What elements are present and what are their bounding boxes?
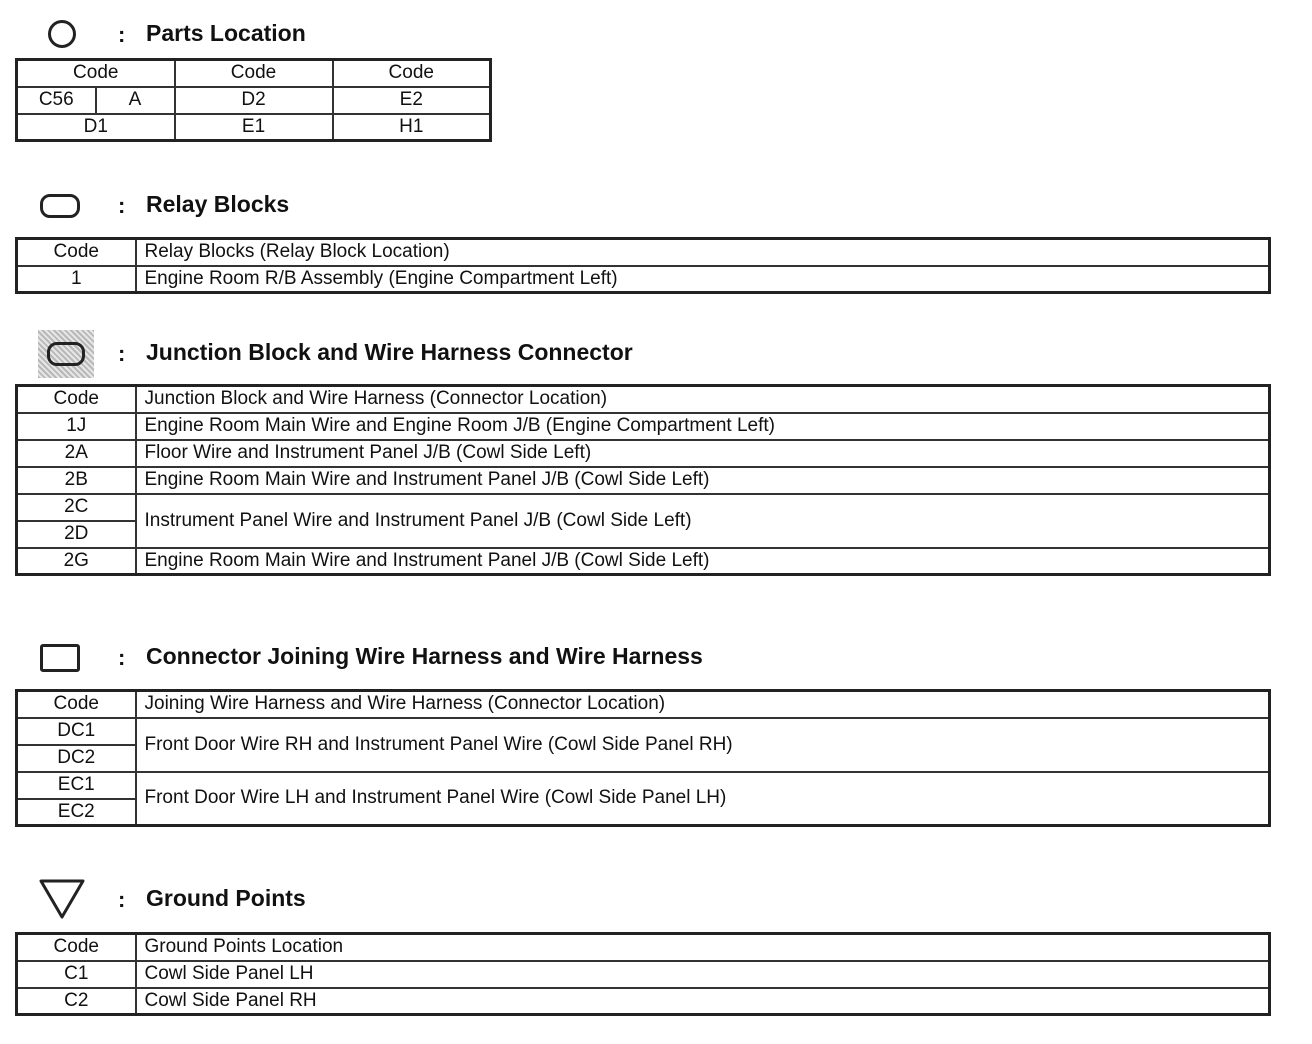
header-cell: Junction Block and Wire Harness (Connector Location) [136, 386, 1270, 413]
header-cell: Code [17, 386, 136, 413]
table-row [17, 413, 1270, 440]
code-cell: 1J [17, 413, 136, 440]
header-cell: Ground Points Location [136, 934, 1270, 961]
table-header-row [17, 386, 1270, 413]
relay-block-symbol-icon [40, 194, 80, 218]
location-cell: Floor Wire and Instrument Panel J/B (Cowl Side Left) [136, 440, 1270, 467]
location-cell: Front Door Wire LH and Instrument Panel Wire (Cowl Side Panel LH) [136, 772, 1270, 826]
code-cell: D2 [175, 87, 333, 114]
ground-points-colon: : [118, 887, 126, 912]
table-row [17, 87, 491, 114]
location-cell: Cowl Side Panel RH [136, 988, 1270, 1015]
ground-points-header [0, 878, 700, 922]
code-cell: 2C [17, 494, 136, 521]
relay-blocks-header [0, 186, 700, 226]
code-cell: EC1 [17, 772, 136, 799]
code-cell: 1 [17, 266, 136, 293]
table-row [17, 494, 1270, 521]
ground-triangle-icon [38, 878, 86, 920]
location-cell: Front Door Wire RH and Instrument Panel Wire (Cowl Side Panel RH) [136, 718, 1270, 772]
relay-blocks-colon: : [118, 193, 126, 218]
code-cell: H1 [333, 114, 491, 141]
connector-joining-colon: : [118, 645, 126, 670]
table-header-row [17, 934, 1270, 961]
junction-block-table [15, 384, 1271, 576]
code-cell: E1 [175, 114, 333, 141]
code-cell: 2B [17, 467, 136, 494]
connector-symbol-icon [40, 644, 80, 672]
connector-joining-title: Connector Joining Wire Harness and Wire Harness [146, 643, 703, 669]
code-cell: EC2 [17, 799, 136, 826]
table-row [17, 548, 1270, 575]
table-row [17, 772, 1270, 799]
header-cell: Joining Wire Harness and Wire Harness (Connector Location) [136, 691, 1270, 718]
code-cell: A [96, 87, 175, 114]
code-cell: 2D [17, 521, 136, 548]
header-cell: Code [17, 60, 175, 87]
connector-joining-table [15, 689, 1271, 827]
location-cell: Cowl Side Panel LH [136, 961, 1270, 988]
table-header-row [17, 60, 491, 87]
junction-block-symbol-icon [38, 330, 94, 378]
code-cell: 2A [17, 440, 136, 467]
location-cell: Engine Room Main Wire and Instrument Panel J/B (Cowl Side Left) [136, 548, 1270, 575]
code-cell: DC1 [17, 718, 136, 745]
code-cell: 2G [17, 548, 136, 575]
table-row [17, 718, 1270, 745]
junction-block-symbol-inner [47, 342, 85, 366]
header-cell: Code [17, 691, 136, 718]
location-cell: Instrument Panel Wire and Instrument Panel J/B (Cowl Side Left) [136, 494, 1270, 548]
header-cell: Code [17, 239, 136, 266]
connector-joining-header [0, 638, 900, 678]
junction-block-title: Junction Block and Wire Harness Connector [146, 339, 633, 365]
code-cell: C1 [17, 961, 136, 988]
table-header-row [17, 691, 1270, 718]
circle-symbol-icon [48, 20, 76, 48]
ground-points-table [15, 932, 1271, 1016]
code-cell: C2 [17, 988, 136, 1015]
table-row [17, 988, 1270, 1015]
code-cell: DC2 [17, 745, 136, 772]
relay-blocks-table [15, 237, 1271, 294]
parts-location-header [0, 14, 700, 54]
location-cell: Engine Room Main Wire and Engine Room J/B (Engine Compartment Left) [136, 413, 1270, 440]
parts-location-table [15, 58, 492, 142]
header-cell: Code [175, 60, 333, 87]
ground-points-title: Ground Points [146, 885, 306, 911]
location-cell: Engine Room Main Wire and Instrument Panel J/B (Cowl Side Left) [136, 467, 1270, 494]
table-row [17, 266, 1270, 293]
junction-block-colon: : [118, 341, 126, 366]
header-cell: Code [17, 934, 136, 961]
table-header-row [17, 239, 1270, 266]
parts-location-colon: : [118, 22, 126, 47]
relay-blocks-title: Relay Blocks [146, 191, 290, 217]
parts-location-title: Parts Location [146, 20, 306, 46]
table-row [17, 467, 1270, 494]
junction-block-header [0, 330, 900, 380]
table-row [17, 114, 491, 141]
location-cell: Engine Room R/B Assembly (Engine Compartment Left) [136, 266, 1270, 293]
table-row [17, 961, 1270, 988]
header-cell: Relay Blocks (Relay Block Location) [136, 239, 1270, 266]
code-cell: E2 [333, 87, 491, 114]
code-cell: D1 [17, 114, 175, 141]
header-cell: Code [333, 60, 491, 87]
code-cell: C56 [17, 87, 96, 114]
table-row [17, 440, 1270, 467]
